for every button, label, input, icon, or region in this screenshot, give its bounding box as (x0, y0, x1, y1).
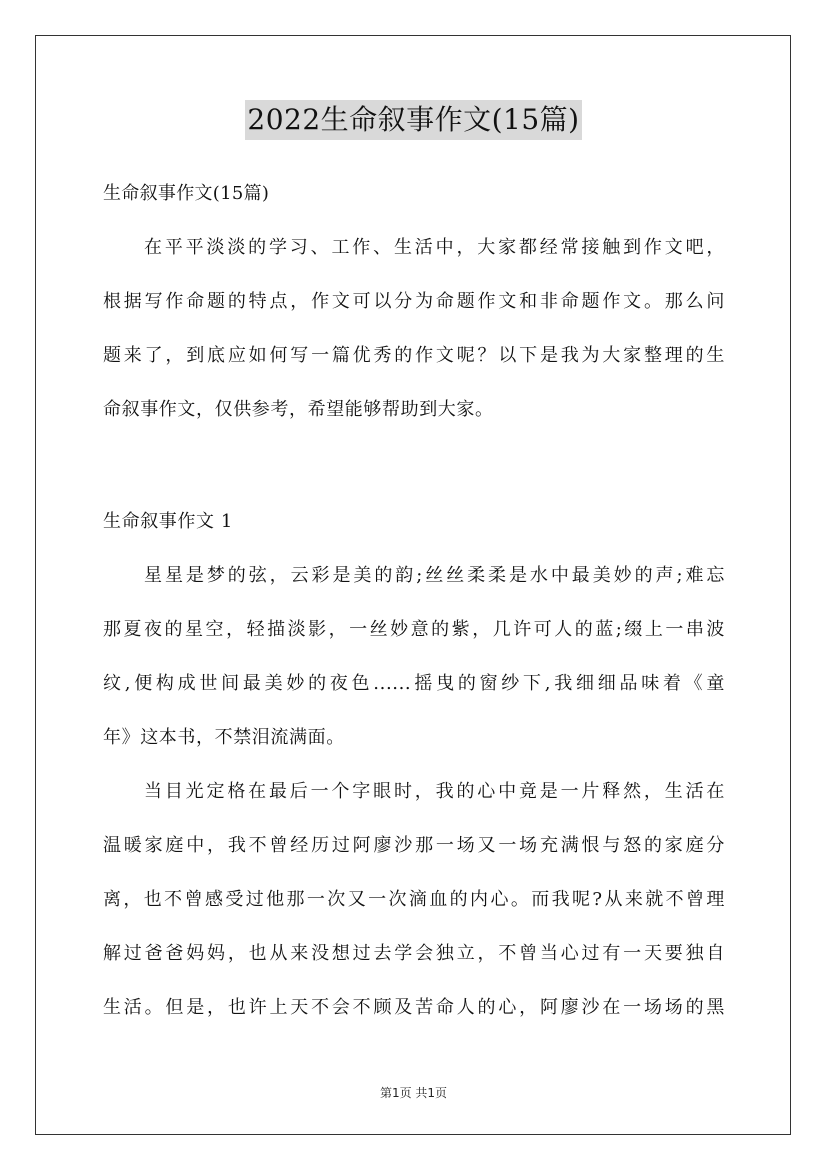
paragraph-line: 离，也不曾感受过他那一次又一次滴血的内心。而我呢?从来就不曾理 (103, 889, 725, 910)
document-subtitle: 生命叙事作文(15篇) (103, 183, 270, 204)
paragraph-line: 当目光定格在最后一个字眼时，我的心中竟是一片释然，生活在 (144, 781, 725, 802)
intro-line: 题来了，到底应如何写一篇优秀的作文呢？以下是我为大家整理的生 (103, 345, 725, 366)
paragraph-line: 生活。但是，也许上天不会不顾及苦命人的心，阿廖沙在一场场的黑 (103, 997, 725, 1018)
document-title: 2022生命叙事作文(15篇) (245, 100, 581, 140)
paragraph-gap (103, 442, 725, 500)
paragraph-line: 那夏夜的星空，轻描淡影，一丝妙意的紫，几许可人的蓝;缀上一串波 (103, 619, 725, 640)
page-number: 第1页 共1页 (379, 1086, 448, 1100)
paragraph-line: 纹,便构成世间最美妙的夜色......摇曳的窗纱下,我细细品味着《童 (103, 673, 725, 694)
paragraph-line: 温暖家庭中，我不曾经历过阿廖沙那一场又一场充满恨与怒的家庭分 (103, 835, 725, 856)
intro-line: 命叙事作文，仅供参考，希望能够帮助到大家。 (103, 399, 494, 420)
title-container (0, 100, 827, 140)
paragraph-line: 解过爸爸妈妈，也从来没想过去学会独立，不曾当心过有一天要独自 (103, 943, 725, 964)
document-body (103, 172, 725, 1040)
section-heading: 生命叙事作文 1 (103, 511, 233, 532)
intro-line: 根据写作命题的特点，作文可以分为命题作文和非命题作文。那么问 (103, 291, 725, 312)
paragraph-line: 星星是梦的弦，云彩是美的韵;丝丝柔柔是水中最美妙的声;难忘 (144, 565, 725, 586)
paragraph-line: 年》这本书，不禁泪流满面。 (103, 727, 345, 748)
intro-line: 在平平淡淡的学习、工作、生活中，大家都经常接触到作文吧， (144, 237, 725, 258)
